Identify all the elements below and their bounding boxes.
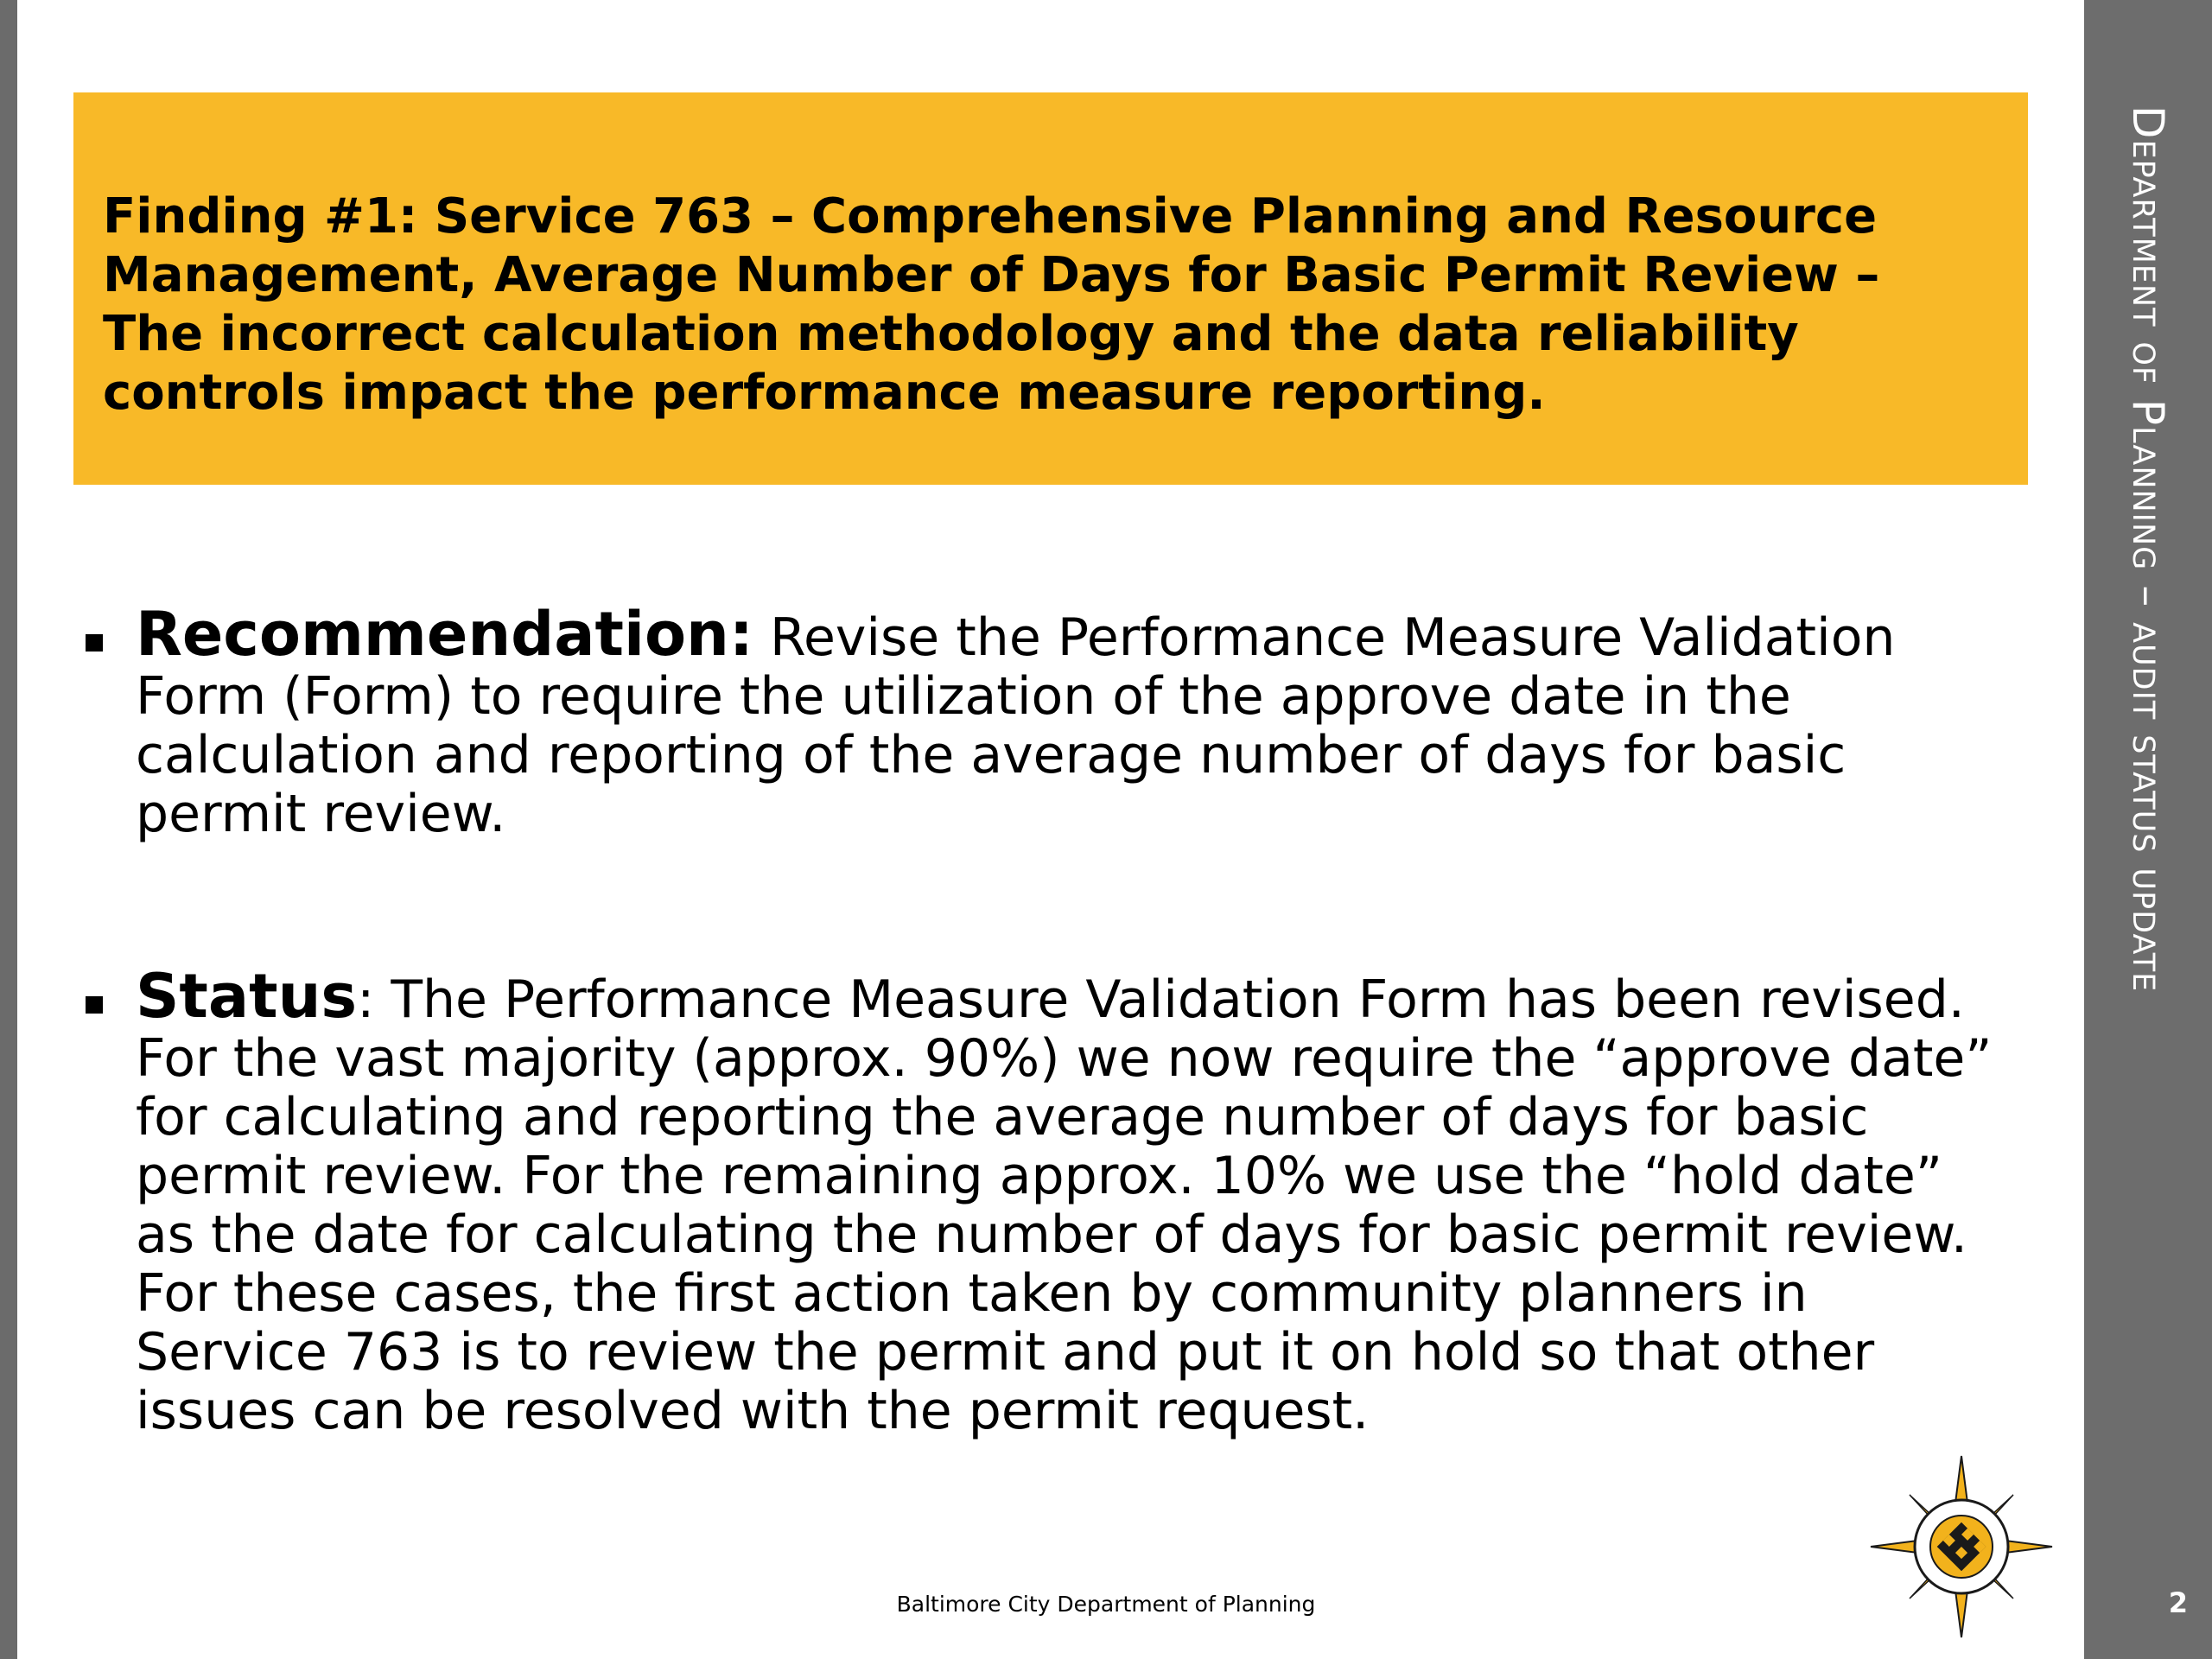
left-edge-bar (0, 0, 17, 1659)
recommendation-label: Recommendation: (136, 599, 753, 670)
recommendation-item (82, 599, 2009, 844)
page-number (2084, 1586, 2212, 1619)
side-panel-title: Department of Planning – audit status update (2123, 105, 2173, 993)
status-text: : The Performance Measure Validation Form has been revised. For the vast majority (approx. 90%) we now require the “approve date” for calculating and reporting the average number of days for basic permit review. For the remaining approx. 10% we use the “hold date” as the date for calculating the number of days for basic permit review. For these cases, the first action taken by community planners in Service 763 is to review the permit and put it on hold so that other issues can be resolved with the permit request. (136, 969, 1993, 1441)
finding-banner (73, 92, 2028, 485)
bullet-square-icon (86, 996, 103, 1014)
status-label: Status (136, 961, 358, 1032)
finding-title: Finding #1: Service 763 – Comprehensive Planning and Resource Management, Average Number of Days for Basic Permit Review – The incorrect calculation methodology and the data reliability controls impact the performance measure reporting. (103, 188, 1880, 421)
status-item (82, 961, 2009, 1441)
bullet-list (82, 599, 2009, 1441)
page-number-text: 2 (2168, 1586, 2188, 1619)
recommendation-text: Revise the Performance Measure Validation Form (Form) to require the utilization of the approve date in the calculation and reporting of the average number of days for basic permit review. (136, 607, 1896, 844)
footer-text: Baltimore City Department of Planning (896, 1592, 1316, 1617)
baltimore-city-seal-icon (1866, 1452, 2056, 1642)
bullet-square-icon (86, 634, 103, 652)
